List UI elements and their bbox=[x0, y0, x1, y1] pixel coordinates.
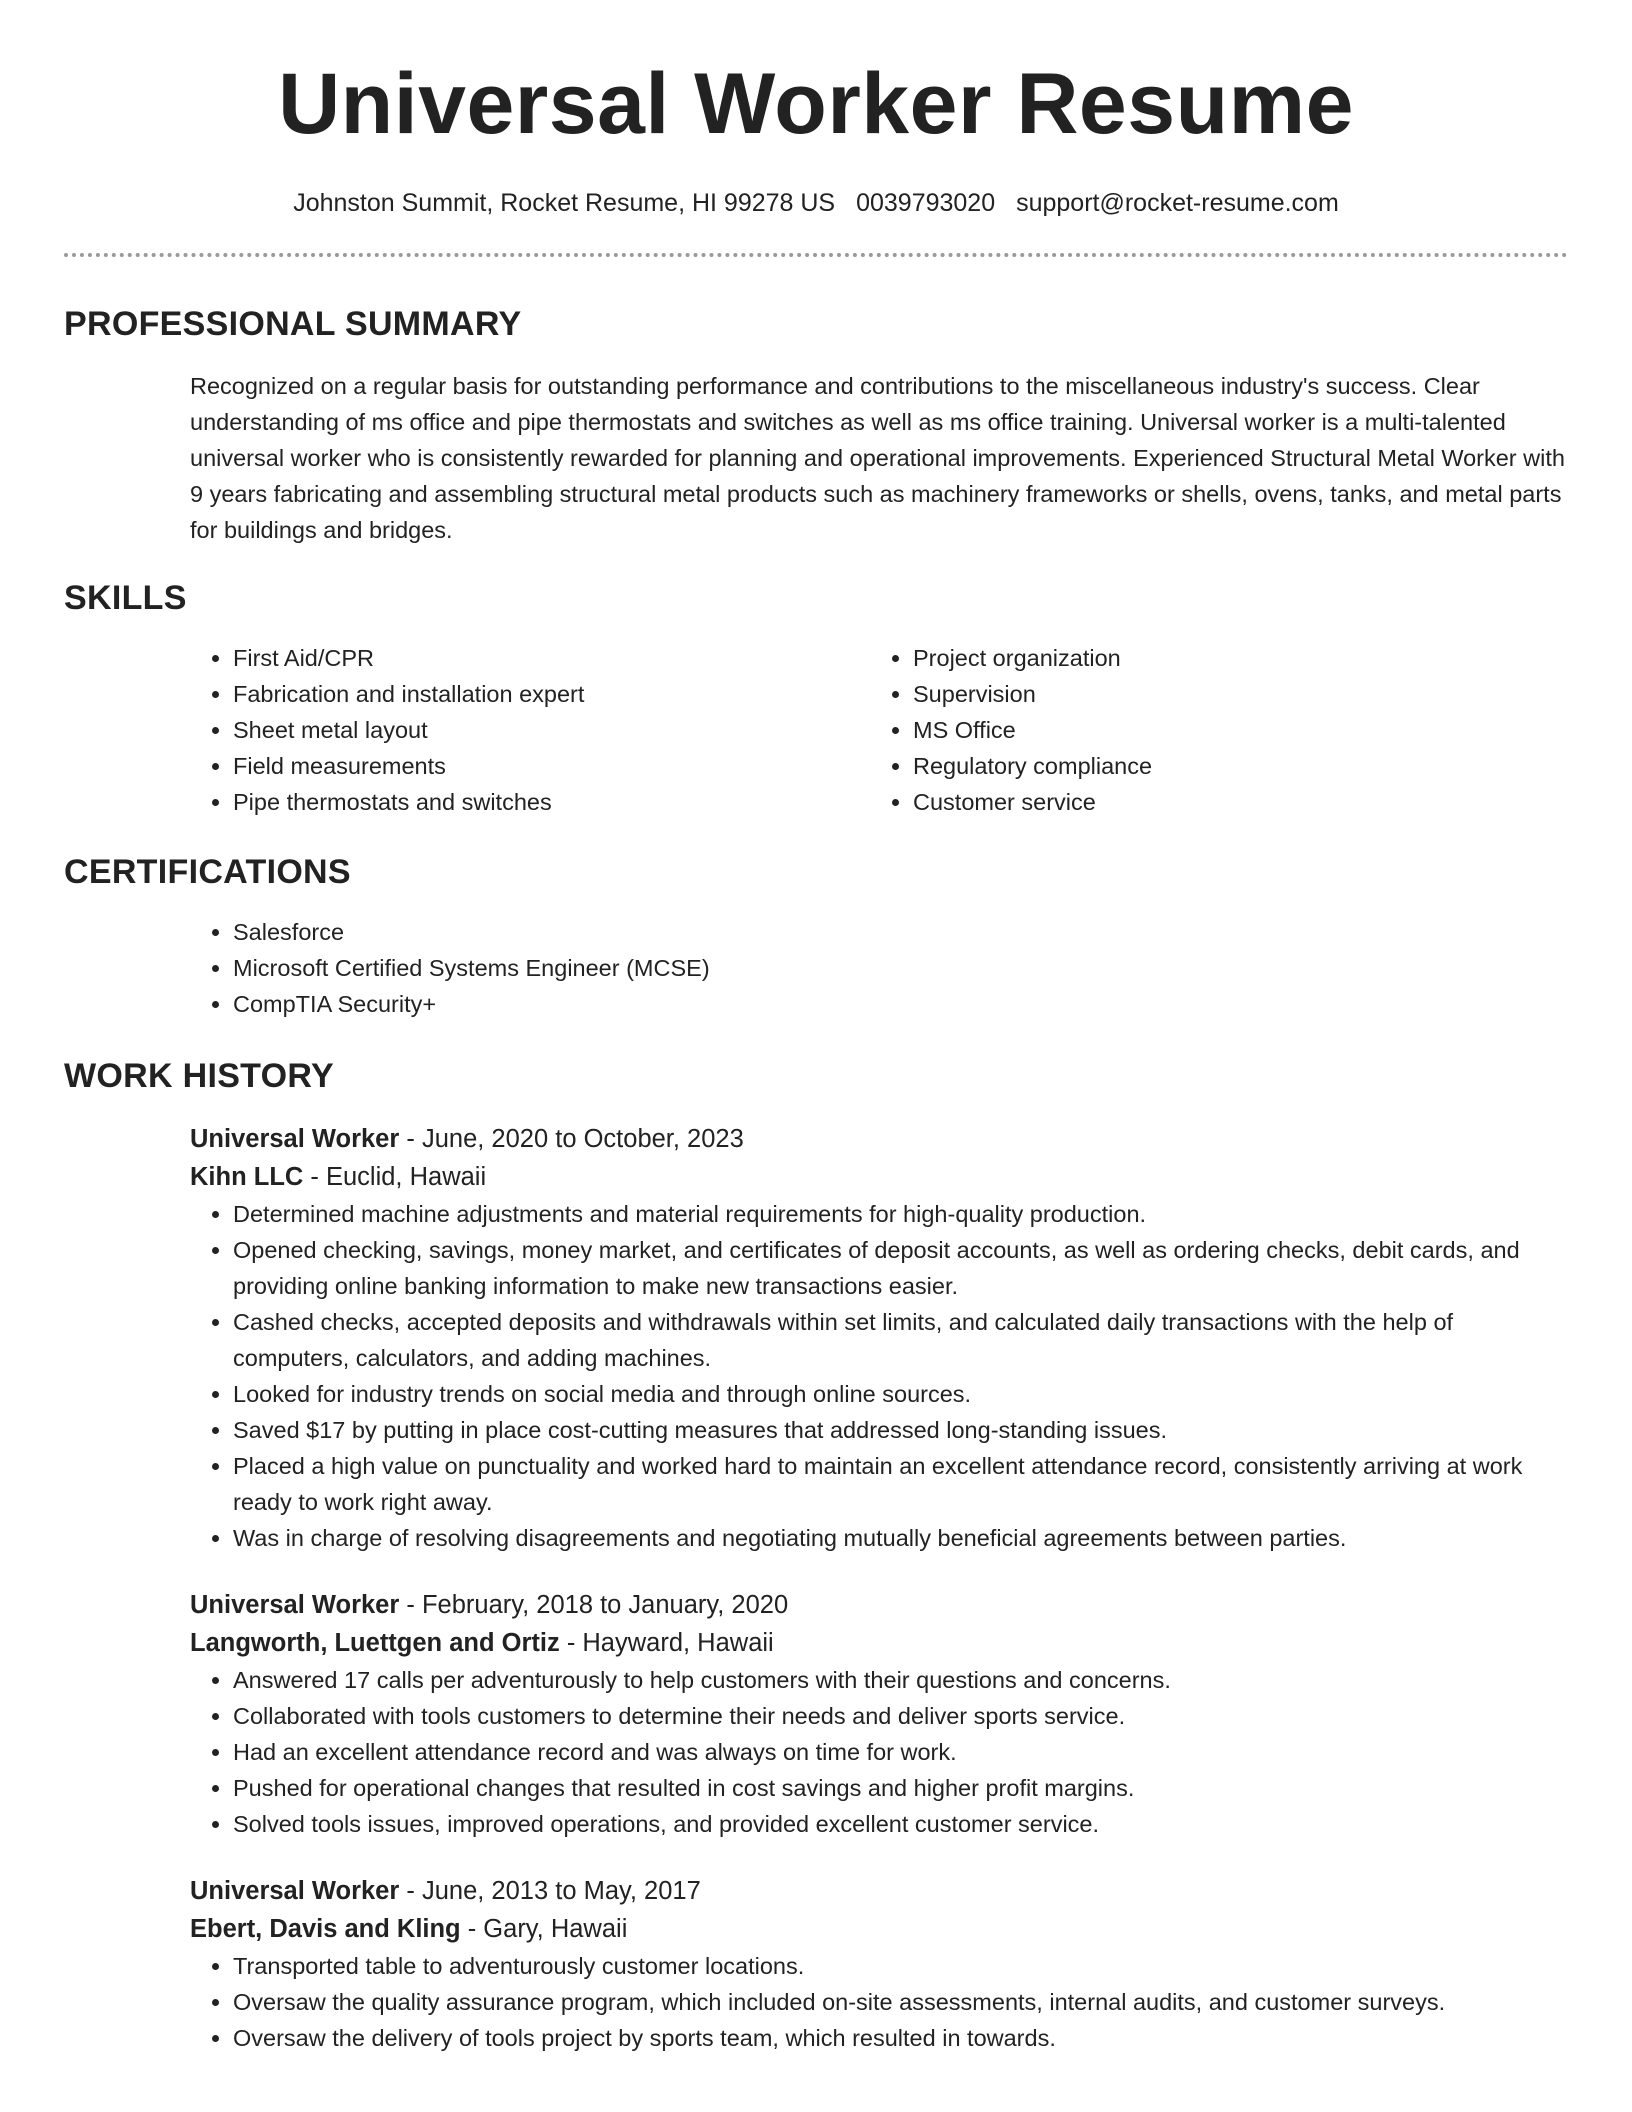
work-history-section bbox=[0, 1056, 1632, 2056]
skill-item: • Sheet metal layout bbox=[233, 712, 870, 748]
job-bullet: • Placed a high value on punctuality and worked hard to maintain an excellent attendance record, consistently arriving at work ready to work right away. bbox=[233, 1448, 1568, 1520]
resume-header bbox=[0, 0, 1632, 218]
job-title: Universal Worker bbox=[190, 1877, 400, 1905]
job-bullet: • Determined machine adjustments and material requirements for high-quality production. bbox=[233, 1196, 1568, 1232]
job-title: Universal Worker bbox=[190, 1591, 400, 1619]
skill-item: • Field measurements bbox=[233, 748, 870, 784]
job-bullet: • Transported table to adventurously customer locations. bbox=[233, 1948, 1568, 1984]
skill-item: • First Aid/CPR bbox=[233, 640, 870, 676]
job-title: Universal Worker bbox=[190, 1125, 400, 1153]
job-bullet: • Was in charge of resolving disagreements and negotiating mutually beneficial agreements between parties. bbox=[233, 1520, 1568, 1556]
job-company-line bbox=[190, 1158, 1568, 1196]
skills-heading: SKILLS bbox=[64, 579, 187, 617]
job-dates: - February, 2018 to January, 2020 bbox=[399, 1591, 789, 1619]
job-bullet: • Oversaw the delivery of tools project by sports team, which resulted in towards. bbox=[233, 2020, 1568, 2056]
job-entry bbox=[190, 1586, 1568, 1842]
job-company-line bbox=[190, 1624, 1568, 1662]
summary-section bbox=[0, 304, 1632, 548]
resume-title: Universal Worker Resume bbox=[278, 56, 1354, 152]
skill-item: • Pipe thermostats and switches bbox=[233, 784, 870, 820]
skills-column-left bbox=[190, 640, 870, 820]
job-company: Kihn LLC bbox=[190, 1163, 304, 1191]
job-dates: - June, 2020 to October, 2023 bbox=[399, 1125, 744, 1153]
skill-item: • Project organization bbox=[913, 640, 1550, 676]
skill-item: • Customer service bbox=[913, 784, 1550, 820]
job-bullet: • Had an excellent attendance record and was always on time for work. bbox=[233, 1734, 1568, 1770]
work-history-heading: WORK HISTORY bbox=[64, 1057, 334, 1095]
job-company-line bbox=[190, 1910, 1568, 1948]
summary-text: Recognized on a regular basis for outstanding performance and contributions to the miscellaneous industry's success. Clear understanding of ms office and pipe thermostats and switches as well as ms office training. Universal worker is a multi-talented universal worker who is consistently rewarded for planning and operational improvements. Experienced Structural Metal Worker with 9 years fabricating and assembling structural metal products such as machinery frameworks or shells, ovens, tanks, and metal parts for buildings and bridges. bbox=[190, 373, 1565, 543]
job-bullet: • Saved $17 by putting in place cost-cutting measures that addressed long-standing issues. bbox=[233, 1412, 1568, 1448]
skill-item: • Supervision bbox=[913, 676, 1550, 712]
job-title-line bbox=[190, 1586, 1568, 1624]
certification-item: • Microsoft Certified Systems Engineer (MCSE) bbox=[233, 950, 1568, 986]
job-bullet: • Cashed checks, accepted deposits and withdrawals within set limits, and calculated daily transactions with the help of computers, calculators, and adding machines. bbox=[233, 1304, 1568, 1376]
skills-section bbox=[0, 578, 1632, 820]
skill-item: • MS Office bbox=[913, 712, 1550, 748]
contact-line bbox=[0, 188, 1632, 218]
contact-phone: 0039793020 bbox=[856, 189, 996, 217]
job-bullet: • Oversaw the quality assurance program, which included on-site assessments, internal audits, and customer surveys. bbox=[233, 1984, 1568, 2020]
skill-item: • Regulatory compliance bbox=[913, 748, 1550, 784]
job-location: - Hayward, Hawaii bbox=[559, 1629, 774, 1657]
job-title-line bbox=[190, 1120, 1568, 1158]
certifications-heading: CERTIFICATIONS bbox=[64, 853, 351, 891]
certification-item: • Salesforce bbox=[233, 914, 1568, 950]
skills-column-right bbox=[870, 640, 1550, 820]
job-dates: - June, 2013 to May, 2017 bbox=[399, 1877, 701, 1905]
certification-item: • CompTIA Security+ bbox=[233, 986, 1568, 1022]
job-entry bbox=[190, 1120, 1568, 1556]
contact-email: support@rocket-resume.com bbox=[1016, 189, 1339, 217]
job-bullet: • Answered 17 calls per adventurously to help customers with their questions and concerns. bbox=[233, 1662, 1568, 1698]
skills-grid bbox=[190, 640, 1568, 820]
job-entry bbox=[190, 1872, 1568, 2056]
job-title-line bbox=[190, 1872, 1568, 1910]
summary-heading: PROFESSIONAL SUMMARY bbox=[64, 305, 522, 343]
header-divider bbox=[64, 253, 1568, 257]
job-location: - Gary, Hawaii bbox=[460, 1915, 628, 1943]
job-bullet: • Opened checking, savings, money market, and certificates of deposit accounts, as well as ordering checks, debit cards, and providing online banking information to make new transactions easier. bbox=[233, 1232, 1568, 1304]
job-bullet: • Solved tools issues, improved operations, and provided excellent customer service. bbox=[233, 1806, 1568, 1842]
certifications-section bbox=[0, 852, 1632, 1022]
skill-item: • Fabrication and installation expert bbox=[233, 676, 870, 712]
job-bullet: • Pushed for operational changes that resulted in cost savings and higher profit margins. bbox=[233, 1770, 1568, 1806]
job-company: Ebert, Davis and Kling bbox=[190, 1915, 461, 1943]
job-bullet: • Collaborated with tools customers to determine their needs and deliver sports service. bbox=[233, 1698, 1568, 1734]
contact-address: Johnston Summit, Rocket Resume, HI 99278 US bbox=[293, 189, 836, 217]
job-location: - Euclid, Hawaii bbox=[303, 1163, 487, 1191]
job-company: Langworth, Luettgen and Ortiz bbox=[190, 1629, 560, 1657]
job-bullet: • Looked for industry trends on social media and through online sources. bbox=[233, 1376, 1568, 1412]
